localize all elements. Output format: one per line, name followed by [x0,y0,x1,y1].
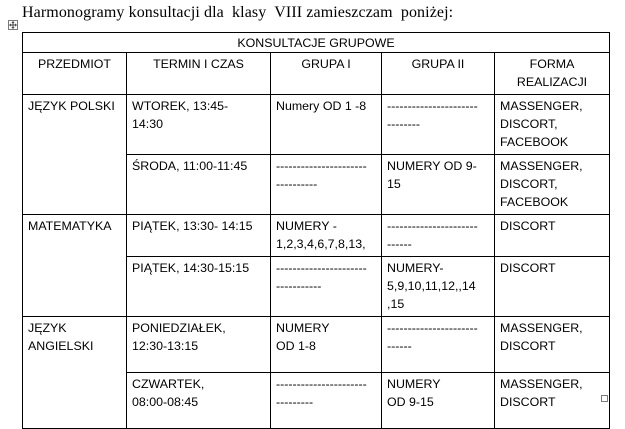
grupa2-cell: ---------------------- -------- [382,95,495,155]
termin-cell: CZWARTEK, 08:00-08:45 [127,373,271,429]
termin-cell: WTOREK, 13:45- 14:30 [127,95,271,155]
forma-cell: DISCORT [495,215,610,257]
subject-cell-angielski: JĘZYK ANGIELSKI [23,317,127,429]
subject-cell-matematyka: MATEMATYKA [23,215,127,317]
grupa2-cell: NUMERY- 5,9,10,11,12,,14 ,15 [382,257,495,317]
document-heading: Harmonogramy konsultacji dla klasy VIII zamieszczam poniżej: [22,4,454,21]
grupa1-cell: Numery OD 1 -8 [271,95,382,155]
grupa2-cell: NUMERY OD 9- 15 [382,155,495,215]
grupa1-cell: NUMERY - 1,2,3,4,6,7,8,13, [271,215,382,257]
table-resize-handle[interactable] [601,395,608,402]
table-row [23,215,610,257]
header-cell-termin: TERMIN I CZAS [127,53,271,95]
table-row [23,95,610,155]
header-cell-przedmiot: PRZEDMIOT [23,53,127,95]
subject-cell-polski: JĘZYK POLSKI [23,95,127,215]
forma-cell: DISCORT [495,257,610,317]
forma-cell: MASSENGER, DISCORT, FACEBOOK [495,95,610,155]
forma-cell: MASSENGER, DISCORT [495,373,610,429]
forma-cell: MASSENGER, DISCORT, FACEBOOK [495,155,610,215]
grupa1-cell: ---------------------- --------- [271,373,382,429]
termin-cell: PONIEDZIAŁEK, 12:30-13:15 [127,317,271,373]
grupa2-cell: ---------------------- ------ [382,317,495,373]
termin-cell: ŚRODA, 11:00-11:45 [127,155,271,215]
grupa1-cell: NUMERY OD 1-8 [271,317,382,373]
consultation-schedule-table [22,32,610,429]
header-cell-forma: FORMA REALIZACJI [495,53,610,95]
termin-cell: PIĄTEK, 14:30-15:15 [127,257,271,317]
termin-cell: PIĄTEK, 13:30- 14:15 [127,215,271,257]
header-cell-grupa-2: GRUPA II [382,53,495,95]
header-cell-grupa-1: GRUPA I [271,53,382,95]
grupa2-cell: NUMERY OD 9-15 [382,373,495,429]
grupa1-cell: ---------------------- ----------- [271,257,382,317]
forma-cell: MASSENGER, DISCORT [495,317,610,373]
table-row [23,317,610,373]
grupa1-cell: ---------------------- ---------- [271,155,382,215]
grupa2-cell: ---------------------- ------ [382,215,495,257]
table-title-cell: KONSULTACJE GRUPOWE [23,33,610,53]
table-move-handle-icon[interactable] [8,20,18,30]
